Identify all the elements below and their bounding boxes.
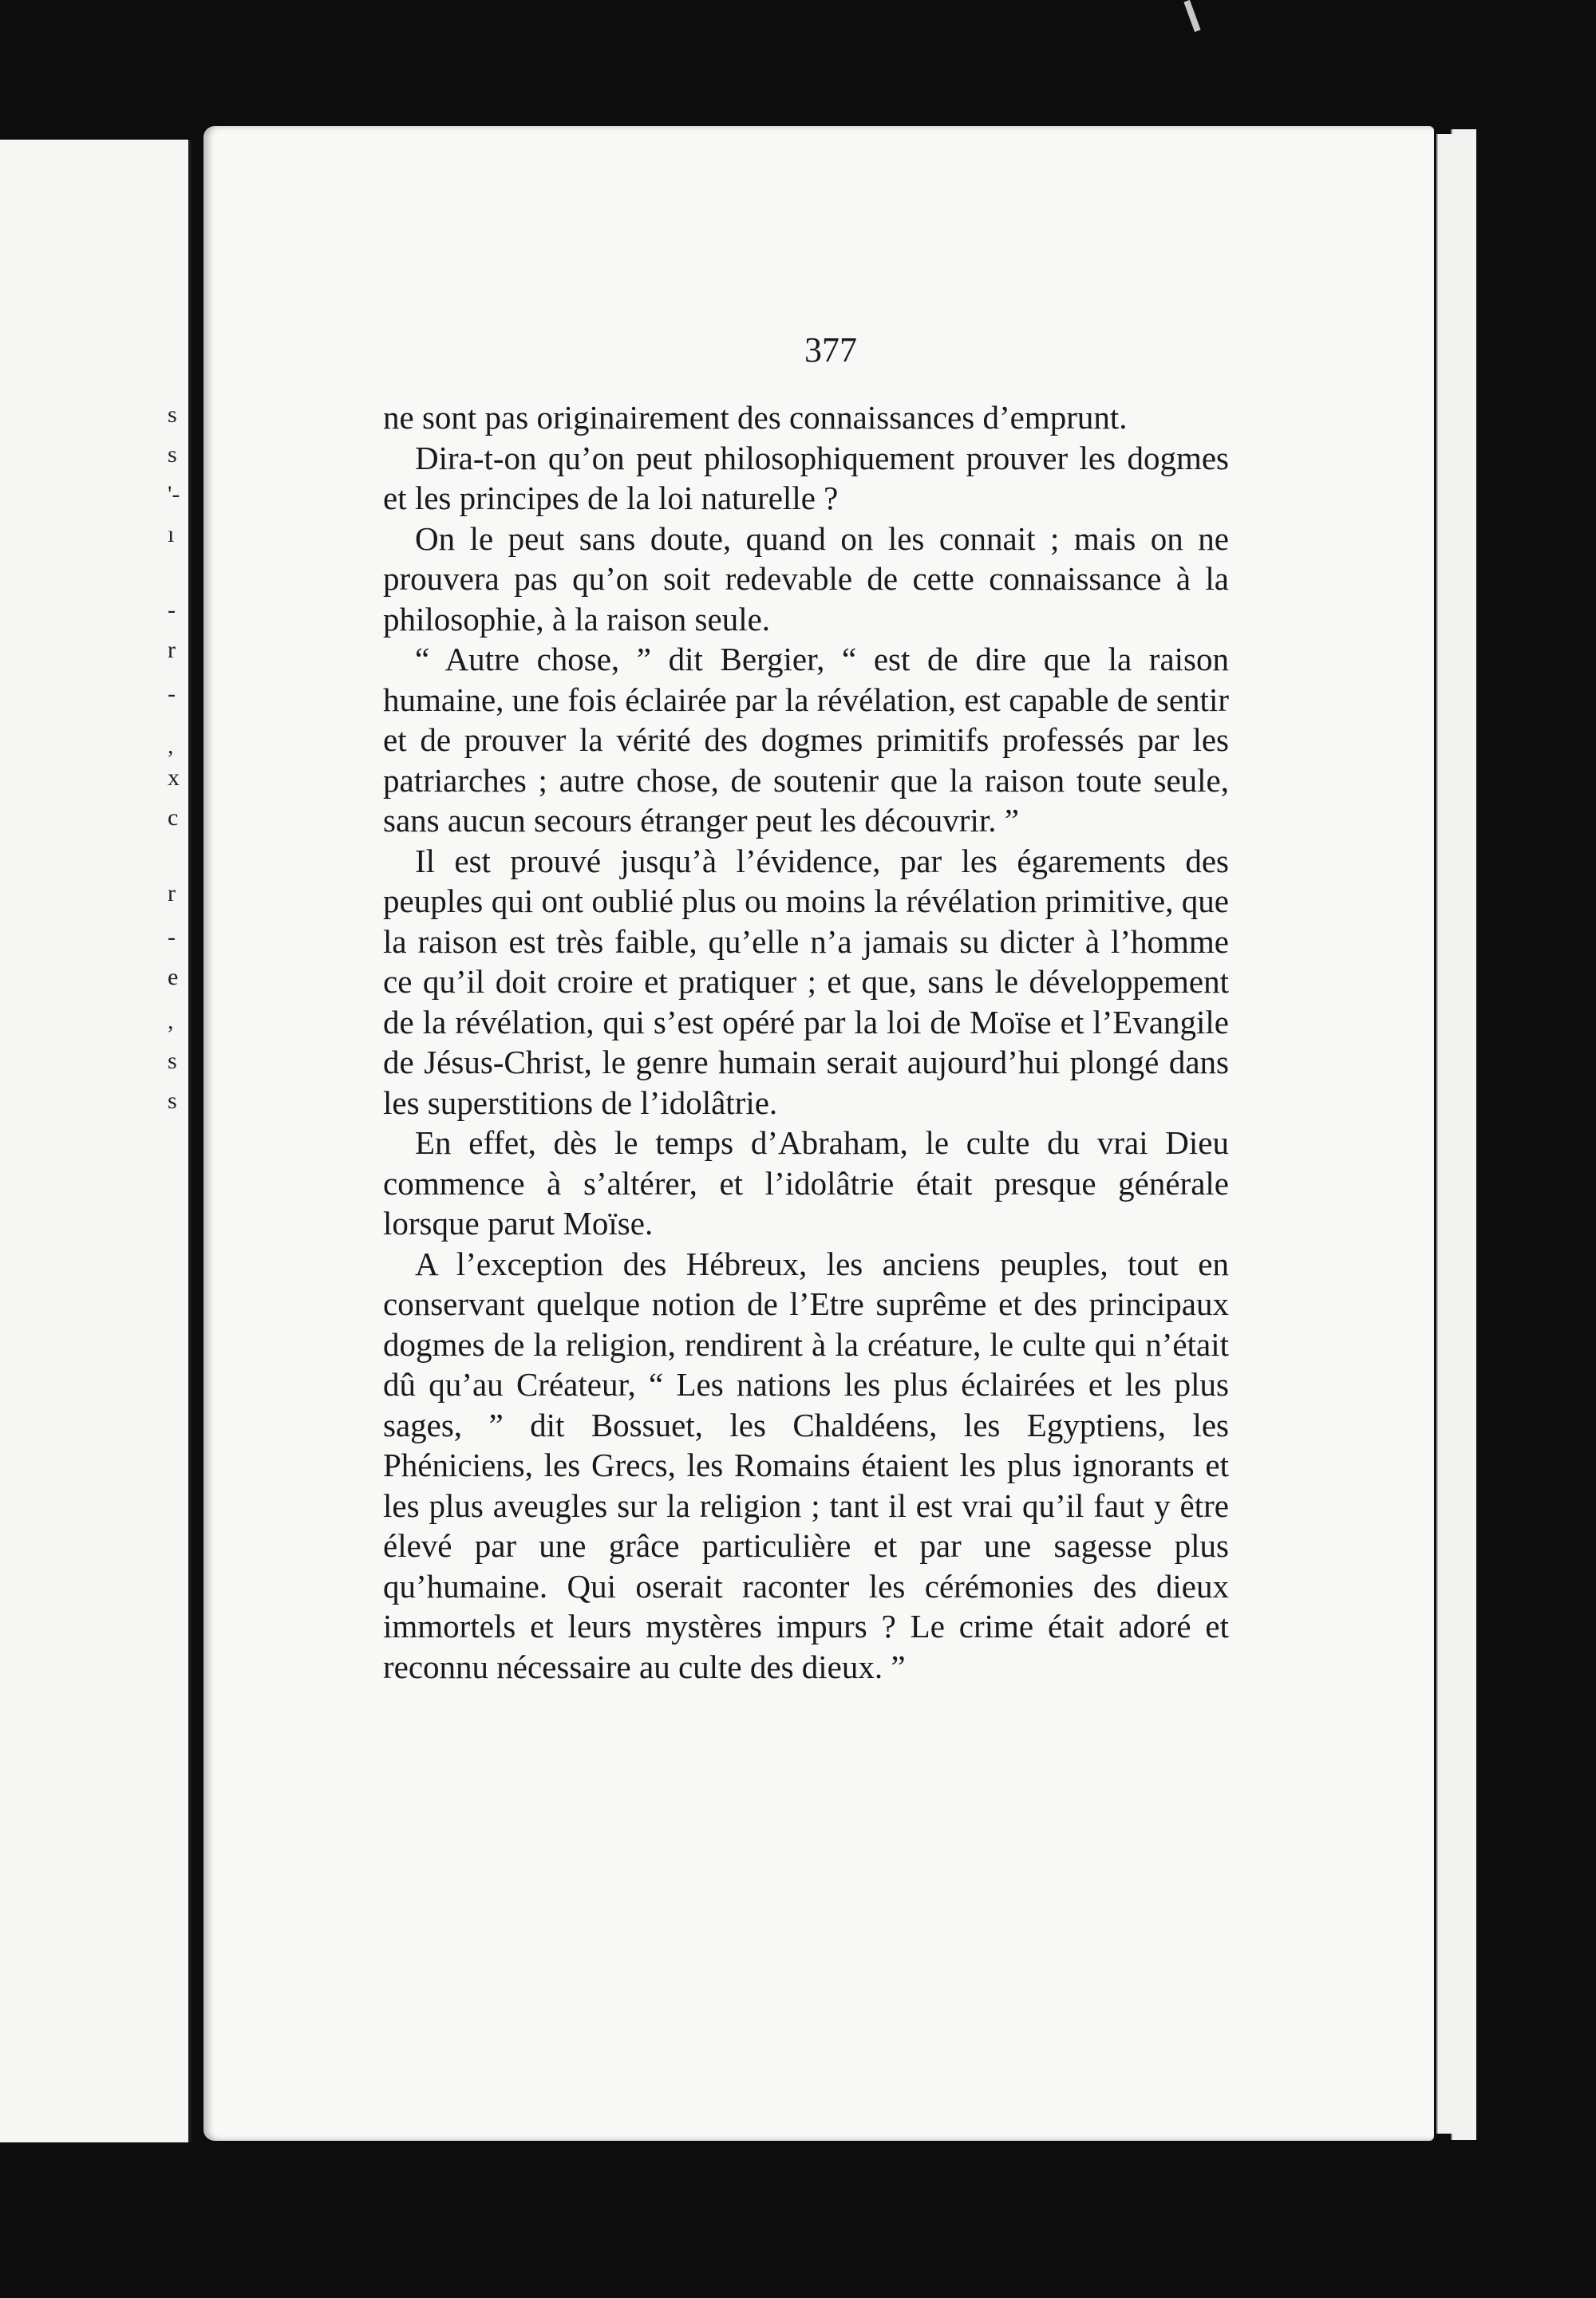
page-number: 377 [804, 330, 857, 369]
book-page [203, 126, 1434, 2141]
page-edge [1451, 129, 1476, 2140]
left-page-fragment: '- [168, 481, 180, 507]
left-page-fragment: s [168, 1088, 177, 1114]
left-page-fragment: e [168, 964, 179, 990]
paragraph: A l’exception des Hébreux, les anciens peuples, tout en conservant quelque notion de l’Etre suprême et des principaux dogmes de la religion, rendirent à la créature, le culte qui n’était dû qu’au Créateur, “ Les nations les plus éclairées et les plus sages, ” dit Bossuet, les Chaldéens, les Egyptiens, les Phéniciens, les Grecs, les Romains étaient les plus ignorants et les plus aveugles sur la religion ; tant il est vrai qu’il faut y être élevé par une grâce particulière et par une sagesse plus qu’humaine. Qui oserait raconter les cérémonies des dieux immortels et leurs mystères impurs ? Le crime était adoré et reconnu nécessaire au culte des dieux. ” [383, 1245, 1229, 1685]
left-page-fragment: - [168, 681, 176, 707]
left-page-fragment: - [168, 924, 176, 950]
page-edge [1436, 134, 1454, 2134]
paragraph: ne sont pas originairement des connaissances d’emprunt. [383, 399, 1128, 436]
left-page-fragment: r [168, 880, 176, 906]
paragraph: En effet, dès le temps d’Abraham, le culte du vrai Dieu commence à s’altérer, et l’idolâtrie était presque générale lorsque parut Moïse. [383, 1124, 1229, 1242]
paragraph: On le peut sans doute, quand on les connait ; mais on ne prouvera pas qu’on soit redevable de cette connaissance à la philosophie, à la raison seule. [383, 519, 1229, 638]
paragraph: Dira-t-on qu’on peut philosophiquement prouver les dogmes et les principes de la loi naturelle ? [383, 439, 1229, 516]
left-page-fragment: , [168, 732, 174, 759]
left-page-fragment: s [168, 441, 177, 468]
paragraph: Il est prouvé jusqu’à l’évidence, par les égarements des peuples qui ont oublié plus ou moins la révélation primitive, que la raison est très faible, qu’elle n’a jamais su dicter à l’homme ce qu’il doit croire et pratiquer ; et que, sans le développement de la révélation, qui s’est opéré par la loi de Moïse et l’Evangile de Jésus-Christ, le genre humain serait aujourd’hui plongé dans les superstitions de l’idolâtrie. [383, 842, 1229, 1121]
left-page-fragment: c [168, 804, 179, 831]
left-facing-page [0, 140, 192, 2142]
left-page-fragment: s [168, 1048, 177, 1074]
left-page-fragment: x [168, 764, 180, 791]
left-page-fragment: - [168, 597, 176, 623]
left-page-fragment: , [168, 1008, 174, 1034]
left-page-fragment: ı [168, 521, 175, 547]
paragraph: “ Autre chose, ” dit Bergier, “ est de dire que la raison humaine, une fois éclairée par la révélation, est capable de sentir et de prouver la vérité des dogmes primitifs professés par les patriarches ; autre chose, de soutenir que la raison toute seule, sans aucun secours étranger peut les découvrir. ” [383, 641, 1229, 839]
scan-mark [1183, 0, 1200, 32]
left-page-fragment: s [168, 401, 177, 428]
page-body [383, 397, 1229, 1687]
left-page-fragment: r [168, 637, 176, 663]
